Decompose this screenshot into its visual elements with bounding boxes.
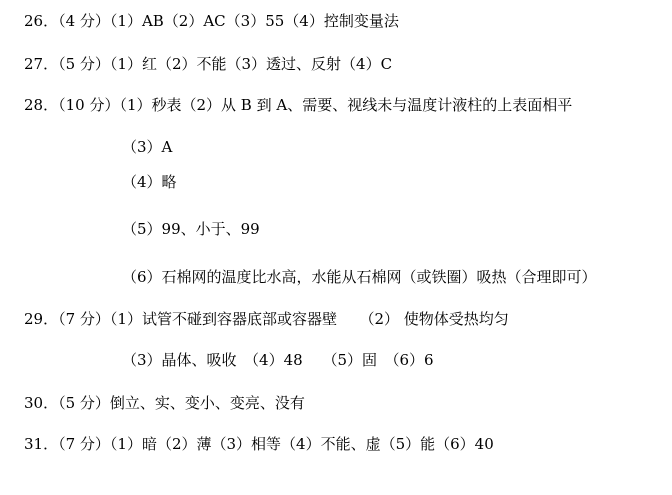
answer-26: 26．（4 分）（1）AB（2）AC（3）55（4）控制变量法 (24, 12, 399, 30)
answer-31: 31．（7 分）（1）暗（2）薄（3）相等（4）不能、虚（5）能（6）40 (24, 435, 494, 453)
answer-28: 28．（10 分）（1）秒表（2）从 B 到 A、需要、视线未与温度计液柱的上表面相平 (24, 96, 573, 114)
answer-28-part-6: （6）石棉网的温度比水高，水能从石棉网（或铁圈）吸热（合理即可） (122, 268, 597, 286)
answer-28-part-4: （4）略 (122, 173, 177, 191)
answer-28-part-5: （5）99、小于、99 (122, 220, 260, 238)
answer-27: 27．（5 分）（1）红（2）不能（3）透过、反射（4）C (24, 55, 393, 73)
answer-29: 29．（7 分）（1）试管不碰到容器底部或容器壁 （2） 使物体受热均匀 (24, 310, 509, 328)
answer-29-cont: （3）晶体、吸收 （4）48 （5）固 （6）6 (122, 351, 434, 369)
answer-28-part-3: （3）A (122, 138, 173, 156)
answer-30: 30．（5 分）倒立、实、变小、变亮、没有 (24, 394, 305, 412)
